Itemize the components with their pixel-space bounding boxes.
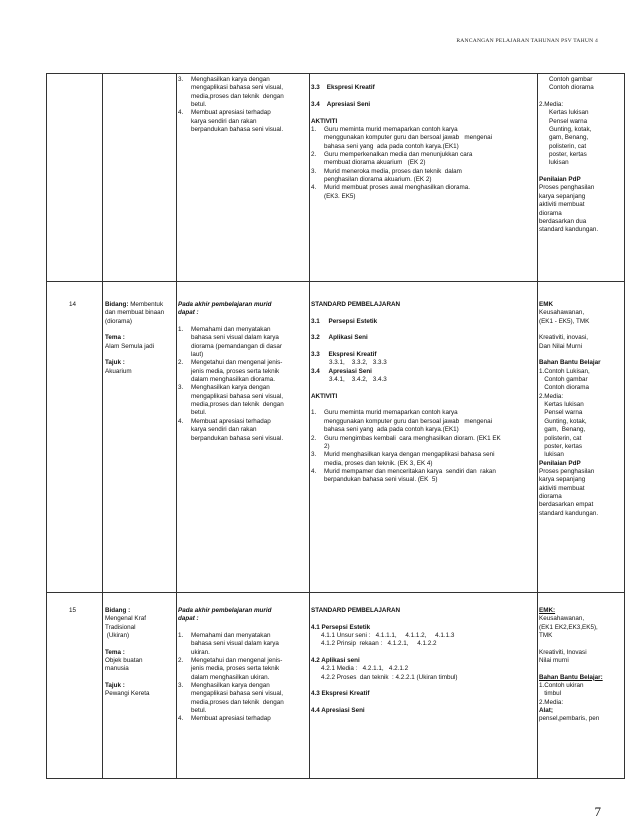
item-number: 2. xyxy=(311,434,317,442)
standard-item: 3.3 Ekspresi Kreatif xyxy=(311,351,377,359)
item-line: Menghasilkan karya dengan xyxy=(191,384,270,392)
bbb-item: Gunting, kotak, xyxy=(539,417,587,425)
item-number: 1. xyxy=(178,632,184,640)
prev-resources-cell xyxy=(539,76,625,235)
item-line: Murid meneroka media, proses dan teknik dalam xyxy=(324,167,462,175)
standard-sub: 4.1.1 Unsur seni : 4.1.1.1, 4.1.1.2, 4.1.1.3 xyxy=(321,632,455,640)
week-number: 15 xyxy=(69,607,77,614)
week-number: 14 xyxy=(69,301,77,308)
pdp-line: aktiviti membuat xyxy=(539,201,585,209)
item-line: ukiran. xyxy=(191,648,210,656)
emk-line xyxy=(539,640,625,648)
media-item: gam, Benang, xyxy=(549,134,589,142)
prev-objectives-cell xyxy=(178,76,308,134)
row14-standards-cell xyxy=(311,301,536,485)
emk-text xyxy=(539,309,625,351)
item-number: 4. xyxy=(311,467,317,475)
item-line: karya sendiri dan rakan xyxy=(191,426,257,434)
standard-item: 4.1 Persepsi Estetik xyxy=(311,623,371,631)
item-line: Guru meminta murid memaparkan contoh karya xyxy=(324,409,458,417)
emk-line: (EK1 - EK5), TMK xyxy=(539,317,590,325)
objective-item xyxy=(178,384,308,417)
activity-item xyxy=(311,435,536,452)
row15-objectives-cell xyxy=(178,607,308,724)
item-line: media,proses dan teknik dengan xyxy=(191,92,284,100)
objective-intro: Pada akhir pembelajaran murid xyxy=(178,607,272,614)
resource-line: Contoh gambar xyxy=(549,76,593,83)
emk-label: EMK: xyxy=(539,607,556,614)
standard-item: 3.3 Ekspresi Kreatif xyxy=(311,84,375,92)
activity-item xyxy=(311,151,536,168)
bbb-item: lukisan xyxy=(539,451,564,459)
item-line: Guru meminta murid memaparkan contoh karya xyxy=(324,126,458,134)
item-line: betul. xyxy=(191,101,207,109)
objective-item xyxy=(178,359,308,384)
activity-item xyxy=(311,184,536,201)
pdp-label: Penilaian PdP xyxy=(539,176,581,184)
item-line: jenis media, proses serta teknik xyxy=(191,367,280,375)
standard-item: 3.4 Apresiasi Seni xyxy=(311,101,371,109)
item-number: 4. xyxy=(178,109,184,117)
emk-line: Dan Nilai Murni xyxy=(539,342,583,350)
item-line: media, proses dan teknik. (EK 3, EK 4) xyxy=(324,459,433,467)
standard-item: 3.2 Aplikasi Seni xyxy=(311,334,368,342)
item-line: Guru mengimbas kembali cara menghasilkan dioram. (EK1 EK xyxy=(324,434,501,442)
media-label: 2.Media: xyxy=(539,101,564,109)
item-line: karya sendiri dan rakan xyxy=(191,117,257,125)
row-divider xyxy=(47,592,624,593)
activity-item xyxy=(311,168,536,185)
bbb-item: Kertas lukisan xyxy=(539,401,584,409)
activity-item xyxy=(311,468,536,485)
item-line: Membuat apresiasi terhadap xyxy=(191,715,271,723)
pdp-line: Proses penghasilan xyxy=(539,184,595,192)
item-line: mengaplikasi bahasa seni visual, xyxy=(191,392,284,400)
objective-item xyxy=(178,326,308,359)
item-line: laut) xyxy=(191,351,204,359)
activity-item xyxy=(311,451,536,468)
emk-line: Kreativiti, inovasi, xyxy=(539,334,588,342)
row15-topic-cell xyxy=(105,607,176,699)
item-line: Memahami dan menyatakan xyxy=(191,632,271,640)
objective-item xyxy=(178,715,308,723)
media-item: Gunting, kotak, xyxy=(549,126,592,134)
item-number: 2. xyxy=(178,359,184,367)
objective-intro: dapat : xyxy=(178,615,199,623)
standard-sub: 3.4.1, 3.4.2, 3.4.3 xyxy=(329,376,387,384)
item-line: berpandukan bahasa seni visual. xyxy=(191,126,284,134)
pdp-line: berdasarkan dua xyxy=(539,217,587,225)
bbb-item: gam, Benang, xyxy=(539,426,586,434)
media-item: poster, kertas xyxy=(549,151,587,159)
pdp-line: diorama xyxy=(539,492,562,500)
item-number: 1. xyxy=(178,326,184,334)
item-line: betul. xyxy=(191,707,207,715)
emk-line: Keusahawanan, xyxy=(539,615,585,623)
resource-line: Contoh diorama xyxy=(549,84,594,92)
pdp-line: diorama xyxy=(539,209,562,217)
page-header: RANCANGAN PELAJARAN TAHUNAN PSV TAHUN 4 xyxy=(456,38,598,44)
pdp-line: standard kandungan. xyxy=(539,509,599,517)
activity-item xyxy=(311,126,536,151)
standard-title: STANDARD PEMBELAJARAN xyxy=(311,607,401,614)
bbb-item: poster, kertas xyxy=(539,442,583,450)
bbb-item: Pensel warna xyxy=(539,409,583,417)
item-line: Murid menghasilkan karya dengan mengaplikasi bahasa seni xyxy=(324,451,495,459)
media-item: lukisan xyxy=(549,159,569,167)
standard-sub: 3.3.1, 3.3.2, 3.3.3 xyxy=(329,359,387,367)
item-line: Membuat apresiasi terhadap xyxy=(191,109,271,117)
item-line: bahasa seni yang ada pada contoh karya.(EK1) xyxy=(324,426,459,434)
item-line: media,proses dan teknik dengan xyxy=(191,401,284,409)
item-number: 4. xyxy=(178,417,184,425)
bbb-item: 1.Contoh Lukisan, xyxy=(539,367,590,375)
item-line: bahasa seni visual dalam karya xyxy=(191,640,279,648)
item-number: 2. xyxy=(178,657,184,665)
bidang-line: (diorama) xyxy=(105,317,132,325)
bidang-line: (Ukiran) xyxy=(105,632,130,640)
prev-standards-cell xyxy=(311,76,536,201)
standard-item: 4.3 Ekspresi Kreatif xyxy=(311,690,370,698)
bidang-label: Bidang : xyxy=(105,607,131,614)
bbb-item: 1.Contoh ukiran xyxy=(539,682,584,690)
standard-sub: 4.2.1 Media : 4.2.1.1, 4.2.1.2 xyxy=(321,665,409,673)
item-line: mengaplikasi bahasa seni visual, xyxy=(191,84,284,92)
column-divider xyxy=(537,74,538,778)
bbb-item: Contoh diorama xyxy=(539,384,590,392)
item-line: membuat diorama akuarium (EK 2) xyxy=(324,159,426,167)
emk-line: Kreativiti, Inovasi xyxy=(539,648,587,656)
bidang-line: Bidang: Membentuk xyxy=(105,301,164,308)
item-number: 3. xyxy=(178,76,184,83)
tema-value: manusia xyxy=(105,665,129,673)
standard-item: 3.4 Apresiasi Seni xyxy=(311,367,372,375)
emk-text xyxy=(539,615,625,665)
bbb-label: Bahan Bantu Belajar: xyxy=(539,673,603,681)
lesson-plan-table xyxy=(46,73,625,779)
objective-intro: dapat : xyxy=(178,309,199,317)
item-line: Mengetahui dan mengenal jenis- xyxy=(191,359,283,367)
item-number: 1. xyxy=(311,409,317,417)
bidang-line: Tradisional xyxy=(105,623,136,631)
tajuk-label: Tajuk : xyxy=(105,682,125,690)
emk-line: TMK xyxy=(539,632,553,640)
bidang-line: Mengenal Kraf xyxy=(105,615,146,623)
item-number: 2. xyxy=(311,151,317,159)
column-divider xyxy=(102,74,103,778)
emk-line xyxy=(539,326,625,334)
bbb-item: 2.Media: xyxy=(539,698,564,706)
objective-item xyxy=(178,682,308,715)
item-number: 1. xyxy=(311,126,317,134)
item-number: 3. xyxy=(311,167,317,175)
item-line: bahasa seni yang ada pada contoh karya.(EK1) xyxy=(324,142,459,150)
objective-item xyxy=(178,76,308,109)
standard-sub: 4.1.2 Prinsip rekaan : 4.1.2.1, 4.1.2.2 xyxy=(321,640,437,648)
item-line: Guru memperkenalkan media dan menunjukkan cara xyxy=(324,151,473,159)
item-line: Membuat apresiasi terhadap xyxy=(191,417,271,425)
objective-list xyxy=(178,326,308,443)
item-number: 3. xyxy=(311,451,317,459)
pdp-text xyxy=(539,184,625,234)
tema-value: Alam Semula jadi xyxy=(105,342,154,350)
pdp-text xyxy=(539,468,625,518)
alat-line: pensel,pembaris, pen xyxy=(539,715,600,723)
item-line: Murid membuat proses awal menghasilkan diorama. xyxy=(324,184,470,192)
bbb-list xyxy=(539,682,625,707)
objective-item xyxy=(178,632,308,657)
objective-intro: Pada akhir pembelajaran murid xyxy=(178,301,272,308)
activity-item xyxy=(311,409,536,434)
emk-line: Nilai murni xyxy=(539,657,569,665)
column-divider xyxy=(309,74,310,778)
item-line: jenis media, proses serta teknik xyxy=(191,665,280,673)
pdp-line: berdasarkan empat xyxy=(539,501,594,509)
pdp-line: standard kandungan. xyxy=(539,226,599,234)
standard-item: 4.4 Apresiasi Seni xyxy=(311,707,365,715)
row15-resources-cell xyxy=(539,607,625,724)
item-line: berpandukan bahasa seni visual. xyxy=(191,434,284,442)
standard-item: 4.2 Aplikasi seni xyxy=(311,657,360,665)
row-divider xyxy=(47,281,624,282)
item-number: 4. xyxy=(178,715,184,723)
media-item: Kertas lukisan xyxy=(549,109,589,117)
item-line: penghasilan diorama akuarium. (EK 2) xyxy=(324,176,432,184)
bbb-item: Contoh gambar xyxy=(539,376,588,384)
bidang-line: dan membuat binaan xyxy=(105,309,165,317)
standard-item: 3.1 Persepsi Estetik xyxy=(311,317,378,325)
activity-list xyxy=(311,409,536,484)
item-line: diorama (pemandangan di dasar xyxy=(191,342,283,350)
item-line: bahasa seni visual dalam karya xyxy=(191,334,279,342)
item-line: Mengetahui dan mengenal jenis- xyxy=(191,657,283,665)
page-number: 7 xyxy=(594,804,601,819)
item-line: berpandukan bahasa seni visual. (EK 5) xyxy=(324,476,438,484)
media-item: Pensel warna xyxy=(549,117,588,125)
alat-label: Alat; xyxy=(539,707,553,715)
item-line: dalam menghasilkan diorama. xyxy=(191,376,276,384)
item-line: betul. xyxy=(191,409,207,417)
item-line: Menghasilkan karya dengan xyxy=(191,682,270,690)
objective-item xyxy=(178,418,308,443)
media-item: polisterin, cat xyxy=(549,142,587,150)
column-divider xyxy=(176,74,177,778)
bbb-item: 2.Media: xyxy=(539,392,564,400)
row14-objectives-cell xyxy=(178,301,308,443)
item-line: Memahami dan menyatakan xyxy=(191,326,271,334)
item-line: 2) xyxy=(324,442,330,450)
item-line: mengaplikasi bahasa seni visual, xyxy=(191,690,284,698)
item-line: dalam menghasilkan ukiran. xyxy=(191,673,270,681)
item-line: menggunakan komputer guru dan bersoal jawab mengenai xyxy=(324,417,493,425)
objective-item xyxy=(178,657,308,682)
bbb-list xyxy=(539,368,625,460)
row14-topic-cell xyxy=(105,301,176,376)
objective-list xyxy=(178,632,308,724)
pdp-line: Proses penghasilan xyxy=(539,467,595,475)
objective-item xyxy=(178,109,308,134)
pdp-line: aktiviti membuat xyxy=(539,484,585,492)
item-line: (EK3. EK5) xyxy=(324,192,356,200)
tajuk-value: Pewangi Kereta xyxy=(105,690,150,698)
bbb-item: timbul xyxy=(539,690,562,698)
standard-title: STANDARD PEMBELAJARAN xyxy=(311,301,401,308)
tema-label: Tema : xyxy=(105,648,125,656)
standard-sub: 4.2.2 Proses dan teknik : 4.2.2.1 (Ukiran timbul) xyxy=(321,673,458,681)
aktiviti-heading: AKTIVITI xyxy=(311,392,338,400)
item-line: Menghasilkan karya dengan xyxy=(191,76,270,83)
bbb-label: Bahan Bantu Belajar xyxy=(539,359,601,367)
item-number: 3. xyxy=(178,682,184,690)
tema-value: Objek buatan xyxy=(105,657,143,665)
aktiviti-heading: AKTIVITI xyxy=(311,117,338,125)
item-line: menggunakan komputer guru dan bersoal jawab mengenai xyxy=(324,134,493,142)
row14-resources-cell xyxy=(539,301,625,518)
emk-line: Keusahawanan, xyxy=(539,309,585,317)
item-number: 3. xyxy=(178,384,184,392)
emk-line: (EK1 EK2,EK3,EK5), xyxy=(539,623,598,631)
pdp-line: karya sepanjang xyxy=(539,192,586,200)
media-list xyxy=(539,109,625,167)
tema-label: Tema : xyxy=(105,334,125,342)
activity-list xyxy=(311,126,536,201)
pdp-label: Penilaian PdP xyxy=(539,459,581,467)
pdp-line: karya sepanjang xyxy=(539,476,586,484)
emk-label: EMK xyxy=(539,301,553,308)
bbb-item: polisterin, cat xyxy=(539,434,582,442)
item-line: Murid mempamer dan menceritakan karya sendiri dan rakan xyxy=(324,467,496,475)
item-number: 4. xyxy=(311,184,317,192)
row15-standards-cell xyxy=(311,607,536,715)
item-line: media,proses dan teknik dengan xyxy=(191,698,284,706)
tajuk-value: Akuarium xyxy=(105,367,132,375)
tajuk-label: Tajuk : xyxy=(105,359,125,367)
